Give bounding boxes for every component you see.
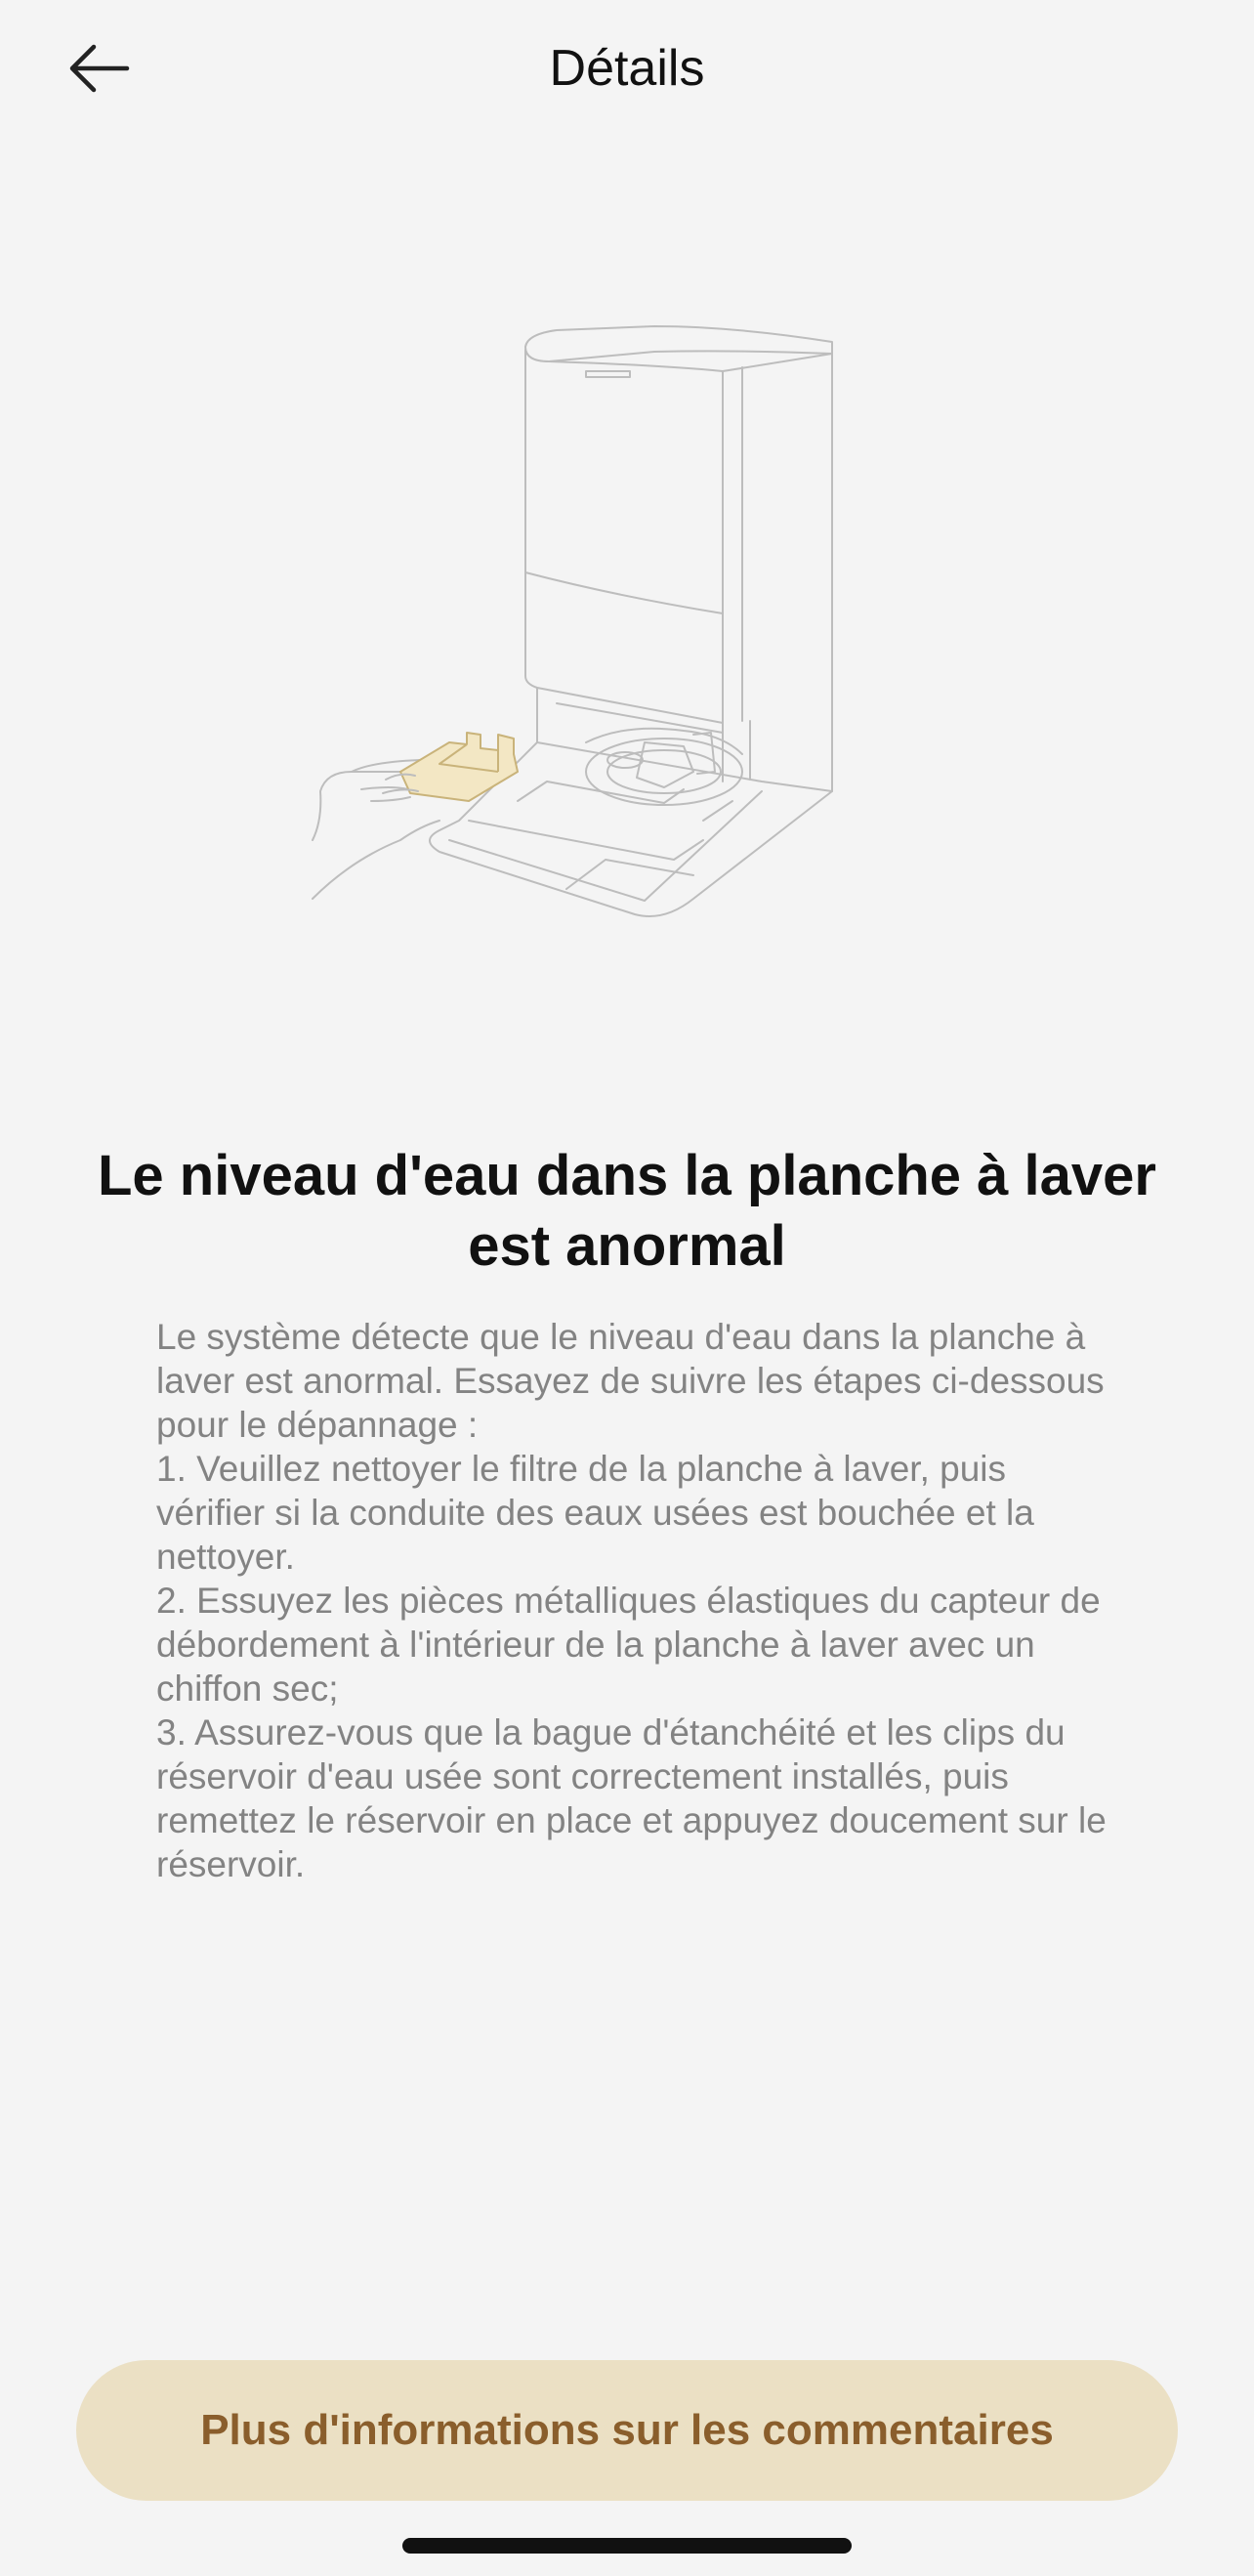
error-heading: Le niveau d'eau dans la planche à laver est anormal	[97, 1144, 1157, 1278]
feedback-info-button-label: Plus d'informations sur les commentaires	[200, 2406, 1054, 2454]
error-description: Le système détecte que le niveau d'eau dans la planche à laver est anormal. Essayez de suivre les étapes ci-dessous pour le dépannage : 1. Veuillez nettoyer le filtre de la planche à laver, puis vérifier si la conduite des eaux usées est bouchée et la nettoyer. 2. Essuyez les pièces métalliques élastiques du capteur de débordement à l'intérieur de la planche à laver avec un chiffon sec; 3. Assurez-vous que la bague d'étanchéité et les clips du réservoir d'eau usée sont correctement installés, puis remettez le réservoir en place et appuyez doucement sur le réservoir.	[156, 1317, 1107, 1884]
feedback-info-button[interactable]	[76, 2360, 1178, 2501]
page-title: Détails	[549, 40, 705, 97]
home-indicator	[402, 2538, 852, 2554]
robot-base-station-illustration	[293, 313, 859, 938]
header-bar	[0, 0, 1254, 137]
